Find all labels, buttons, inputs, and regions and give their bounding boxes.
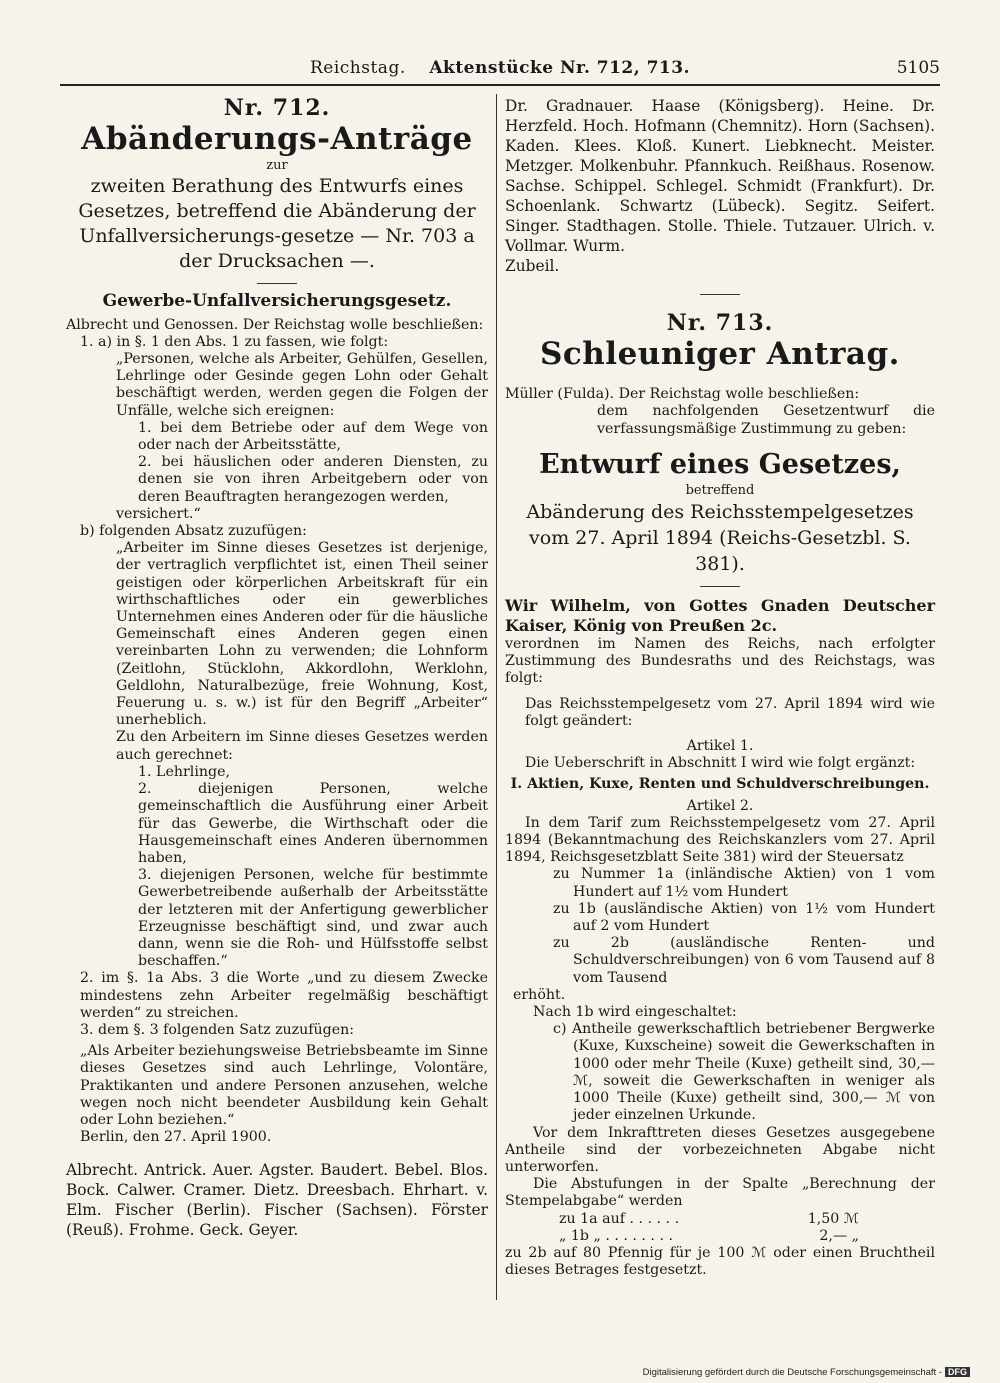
amendment-line: 3. dem §. 3 folgenden Satz zuzufügen: xyxy=(80,1021,355,1038)
amendment-line: 2. im §. 1a Abs. 3 die Worte „und zu diesem Zwecke mindestens zehn Arbeiter regelmäßig beschäftigt werden“ zu streichen. xyxy=(80,970,488,1021)
header-rule xyxy=(60,84,940,86)
motion-text: dem nachfolgenden Gesetzentwurf die verfassungsmäßige Zustimmung zu geben: xyxy=(597,403,935,437)
rate-row-1b xyxy=(505,1228,859,1245)
document-number-712: Nr. 712. xyxy=(223,95,331,121)
article-2-text: In dem Tarif zum Reichsstempelgesetz vom 27. April 1894 (Bekanntmachung des Reichskanzlers vom 27. April 1894, Reichsgesetzblatt Seite 381) wird der Steuersatz xyxy=(505,814,935,866)
amendment-line: 1. Lehrlinge, xyxy=(138,763,230,780)
transition-clause: Vor dem Inkrafttreten dieses Gesetzes ausgegebene Antheile sind der vorbezeichneten Abgabe nicht unterworfen. xyxy=(505,1124,935,1175)
draft-title: Entwurf eines Gesetzes, xyxy=(539,448,901,480)
running-header xyxy=(60,58,940,82)
tariff-list xyxy=(505,866,935,986)
amendment-line: „Personen, welche als Arbeiter, Gehülfen, Gesellen, Lehrlinge oder Gesinde gegen Lohn oder Gehalt beschäftigt werden, werden gegen die Folgen der Unfälle, welche sich ereignen: xyxy=(116,351,488,419)
article-1-section-title: I. Aktien, Kuxe, Renten und Schuldverschreibungen. xyxy=(510,776,930,793)
rate-1b-label: „ 1b „ . . . . . . . . xyxy=(559,1227,673,1244)
amendment-line: Albrecht und Genossen. Der Reichstag wolle beschließen: xyxy=(66,316,484,333)
document-number-713: Nr. 713. xyxy=(666,310,774,336)
insertion-note: Nach 1b wird eingeschaltet: xyxy=(533,1004,737,1021)
clause-c: c) Antheile gewerkschaftlich betriebener Bergwerke (Kuxe, Kuxscheine) soweit die Gewerkschaften in 1000 oder mehr Theile (Kuxe) getheilt sind, 30,— ℳ, soweit die Gewerkschaften in weniger als 1000 Theile (Kuxe) getheilt sind, 300,— ℳ von jeder einzelnen Urkunde. xyxy=(553,1021,935,1124)
article-2-heading: Artikel 2. xyxy=(686,797,754,814)
amendment-line: 3. diejenigen Personen, welche für bestimmte Gewerbetreibende außerhalb der Arbeitsstätte der letzteren mit der Anfertigung gewerblicher Erzeugnisse beschäftigt sind, und zwar auch dann, wenn sie die Roh- und Hülfsstoffe selbst beschaffen.“ xyxy=(138,867,488,970)
running-title-reichstag: Reichstag. xyxy=(309,58,406,78)
rate-1a-value: 1,50 ℳ xyxy=(807,1210,859,1227)
rate-row-1a xyxy=(505,1211,859,1228)
amendment-line: 1. bei dem Betriebe oder auf dem Wege von oder nach der Arbeitsstätte, xyxy=(138,419,488,454)
amendment-line: Berlin, den 27. April 1900. xyxy=(80,1129,272,1146)
betreffend-label: betreffend xyxy=(685,482,755,498)
separator-rule xyxy=(257,283,297,284)
amendment-line: „Arbeiter im Sinne dieses Gesetzes ist derjenige, der vertraglich verpflichtet ist, einen Theil seiner geistigen oder körperlichen Arbeitskraft für ein wirthschaftliches oder ein gewerbliches Unternehmen eines Anderen oder für die häusliche Gemeinschaft eines Anderen gegen einen vereinbarten Lohn zu verwenden; die Lohnform (Zeitlohn, Stücklohn, Akkordlohn, Werklohn, Geldlohn, Naturalbezüge, freie Wohnung, Kost, Feuerung u. s. w.) ist für den Begriff „Arbeiter“ unerheblich. xyxy=(116,540,488,729)
amendment-line: 1. a) in §. 1 den Abs. 1 zu fassen, wie folgt: xyxy=(80,333,389,350)
last-signatory: Zubeil. xyxy=(505,257,560,275)
article-1-text: Die Ueberschrift in Abschnitt I wird wie folgt ergänzt: xyxy=(524,755,916,772)
amendment-line: 2. diejenigen Personen, welche gemeinschaftlich die Ausführung einer Arbeit für das Gewerbe, die Wirthschaft oder die Hausgemeinschaft eines Anderen übernommen haben, xyxy=(138,781,488,866)
erhoeht-label: erhöht. xyxy=(513,986,566,1003)
left-column xyxy=(66,96,488,1240)
footer-text: Digitalisierung gefördert durch die Deutsche Forschungsgemeinschaft - xyxy=(642,1367,942,1378)
right-column xyxy=(505,96,935,1279)
mover: Müller (Fulda). Der Reichstag wolle beschließen: xyxy=(505,386,860,403)
royal-preamble: Wir Wilhelm, von Gottes Gnaden Deutscher Kaiser, König von Preußen 2c. xyxy=(505,596,935,636)
running-title-documents: Aktenstücke Nr. 712, 713. xyxy=(429,58,691,78)
title-713: Schleuniger Antrag. xyxy=(540,336,900,373)
closing-clause: zu 2b auf 80 Pfennig für je 100 ℳ oder einen Bruchtheil dieses Betrages festgesetzt. xyxy=(505,1244,935,1279)
separator-rule-right xyxy=(700,294,740,295)
rate-1b-value: 2,— „ xyxy=(819,1227,859,1244)
left-signatories: Albrecht. Antrick. Auer. Agster. Baudert. Bebel. Blos. Bock. Calwer. Cramer. Dietz. Dreesbach. Ehrhart. v. Elm. Fischer (Berlin). Fischer (Sachsen). Förster (Reuß). Frohme. Geck. Geyer. xyxy=(66,1161,488,1240)
decree-formula: verordnen im Namen des Reichs, nach erfolgter Zustimmung des Bundesraths und des Reichstags, was folgt: xyxy=(505,636,935,687)
subtitle-712: zweiten Berathung des Entwurfs eines Gesetzes, betreffend die Abänderung der Unfallversicherungs-gesetze — Nr. 703 a der Drucksachen —. xyxy=(78,175,476,273)
amendment-line: 2. bei häuslichen oder anderen Diensten, zu denen sie von ihren Arbeitgebern oder von deren Beauftragten herangezogen werden, xyxy=(138,454,488,505)
tariff-item: zu 1b (ausländische Aktien) von 1½ vom Hundert auf 2 vom Hundert xyxy=(553,900,935,935)
title-712: Abänderungs-Anträge xyxy=(81,121,473,158)
rate-1a-label: zu 1a auf . . . . . . xyxy=(559,1210,680,1227)
intro-text: Das Reichsstempelgesetz vom 27. April 1894 wird wie folgt geändert: xyxy=(525,695,935,729)
column-divider xyxy=(496,94,497,1300)
amendment-line: „Als Arbeiter beziehungsweise Betriebsbeamte im Sinne dieses Gesetzes sind auch Lehrlinge, Volontäre, Praktikanten und andere Personen anzusehen, welche wegen noch nicht beendeter Ausbildung kein Gehalt oder Lohn beziehen.“ xyxy=(80,1043,488,1128)
amendment-line: versichert.“ xyxy=(116,505,201,522)
article-1-heading: Artikel 1. xyxy=(686,738,754,755)
gradation-text: Die Abstufungen in der Spalte „Berechnung der Stempelabgabe“ werden xyxy=(505,1176,935,1210)
running-title xyxy=(60,58,940,78)
dfg-logo: DFG xyxy=(945,1367,970,1377)
digitization-footer xyxy=(643,1367,970,1378)
separator-rule-law xyxy=(700,586,740,587)
tariff-item: zu Nummer 1a (inländische Aktien) von 1 vom Hundert auf 1½ vom Hundert xyxy=(553,866,935,900)
zur-label: zur xyxy=(266,158,288,174)
law-title: Abänderung des Reichsstempelgesetzes vom 27. April 1894 (Reichs-Gesetzbl. S. 381). xyxy=(526,501,914,576)
tariff-item: zu 2b (ausländische Renten- und Schuldverschreibungen) von 6 vom Tausend auf 8 vom Tausend xyxy=(553,935,935,986)
page-number: 5105 xyxy=(896,58,940,78)
amendment-line: Zu den Arbeitern im Sinne dieses Gesetzes werden auch gerechnet: xyxy=(116,729,488,763)
amendment-line: b) folgenden Absatz zuzufügen: xyxy=(80,523,307,540)
right-signatories: Dr. Gradnauer. Haase (Königsberg). Heine. Dr. Herzfeld. Hoch. Hofmann (Chemnitz). Horn (Sachsen). Kaden. Klees. Kloß. Kunert. Liebknecht. Meister. Metzger. Molkenbuhr. Pfannkuch. Reißhaus. Rosenow. Sachse. Schippel. Schlegel. Schmidt (Frankfurt). Dr. Schoenlank. Schwartz (Lübeck). Segitz. Seifert. Singer. Stadthagen. Stolle. Thiele. Tutzauer. Ulrich. v. Vollmar. Wurm. xyxy=(505,97,935,255)
amendment-text xyxy=(66,317,488,1147)
section-heading: Gewerbe-Unfallversicherungsgesetz. xyxy=(102,291,452,312)
